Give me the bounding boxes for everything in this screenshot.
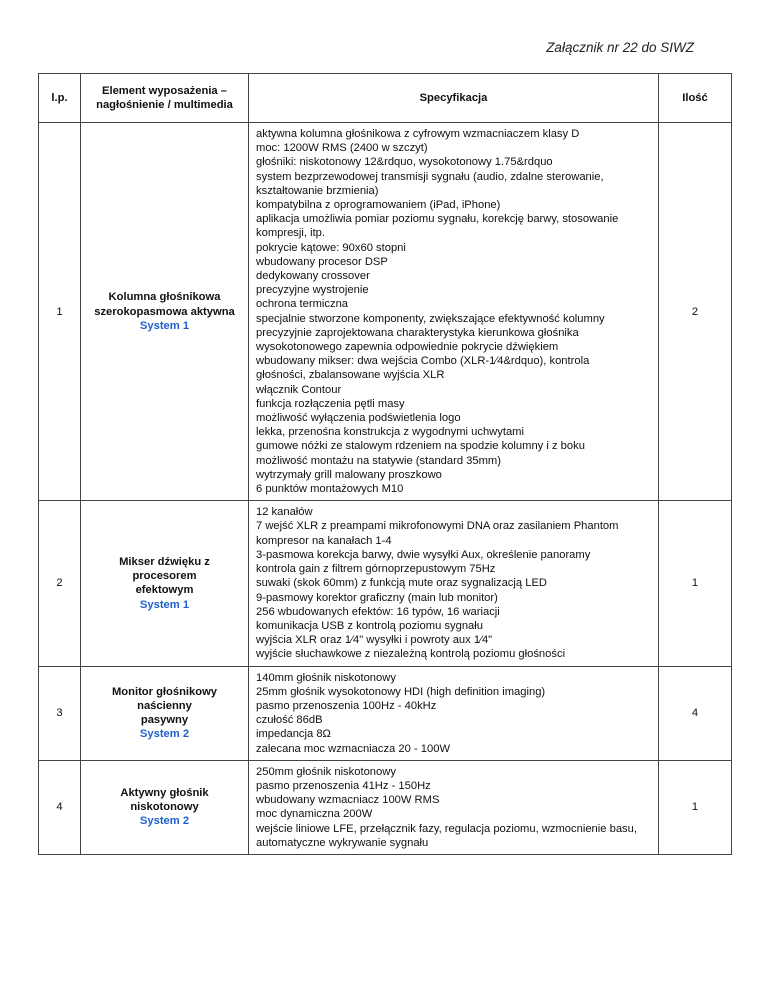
quantity: 1 [659, 501, 732, 666]
spec-line: włącznik Contour [256, 383, 342, 396]
spec-line: wbudowany wzmacniacz 100W RMS [256, 794, 440, 807]
table-row [39, 501, 732, 666]
element-name-line2: szerokopasmowa aktywna [94, 305, 235, 318]
spec-line: pasmo przenoszenia 100Hz - 40kHz [256, 699, 437, 712]
spec-line: wbudowany procesor DSP [256, 255, 388, 268]
row-number: 1 [39, 123, 81, 501]
system-label: System 1 [139, 319, 190, 332]
spec-line: dedykowany crossover [256, 270, 370, 283]
spec-line: aplikacja umożliwia pomiar poziomu sygnału, korekcję barwy, stosowanie [256, 213, 619, 226]
spec-line: pokrycie kątowe: 90x60 stopni [256, 241, 406, 254]
spec-line: 6 punktów montażowych M10 [256, 483, 404, 496]
spec-line: ochrona termiczna [256, 298, 349, 311]
spec-line: zalecana moc wzmacniacza 20 - 100W [256, 742, 451, 755]
spec-line: czułość 86dB [256, 714, 323, 727]
table-row [39, 760, 732, 854]
specification-cell [249, 666, 659, 760]
element-name-line2: pasywny [140, 714, 189, 727]
spec-line: 140mm głośnik niskotonowy [256, 671, 396, 684]
spec-line: możliwość montażu na statywie (standard 35mm) [256, 454, 501, 467]
spec-line: precyzyjne wystrojenie [256, 284, 369, 297]
spec-line: wyjścia XLR oraz 1⁄4" wysyłki i powroty aux 1⁄4" [256, 634, 493, 647]
header-element [81, 74, 249, 123]
row-number: 2 [39, 501, 81, 666]
quantity: 1 [659, 760, 732, 854]
spec-line: moc: 1200W RMS (2400 w szczyt) [256, 142, 428, 155]
spec-line: wytrzymały grill malowany proszkowo [256, 468, 442, 481]
element-name-line2: efektowym [135, 584, 194, 597]
spec-line: 25mm głośnik wysokotonowy HDI (high definition imaging) [256, 685, 546, 698]
spec-line: aktywna kolumna głośnikowa z cyfrowym wzmacniaczem klasy D [256, 128, 580, 140]
row-number: 3 [39, 666, 81, 760]
spec-line: kształtowanie brzmienia) [256, 184, 379, 197]
specification-cell [249, 501, 659, 666]
spec-line: komunikacja USB z kontrolą poziomu sygnału [256, 619, 483, 632]
system-label: System 1 [139, 598, 190, 611]
header-element-line1: Element wyposażenia – [102, 84, 227, 97]
spec-line: możliwość wyłączenia podświetlenia logo [256, 412, 461, 425]
spec-line: lekka, przenośna konstrukcja z wygodnymi uchwytami [256, 426, 524, 439]
spec-line: 12 kanałów [256, 506, 313, 519]
element-name-cell [81, 501, 249, 666]
spec-line: impedancja 8Ω [256, 728, 331, 741]
spec-line: wysokotonowego zapewnia odpowiednie pokrycie dźwiękiem [256, 341, 559, 354]
element-name-cell [81, 760, 249, 854]
table-header-row [39, 74, 732, 123]
header-lp: l.p. [39, 74, 81, 123]
spec-line: głośności, zbalansowane wyjścia XLR [256, 369, 445, 382]
table-row [39, 123, 732, 501]
element-name-line1: Mikser dźwięku z procesorem [119, 555, 210, 583]
spec-line: suwaki (skok 60mm) z funkcją mute oraz sygnalizacją LED [256, 577, 547, 590]
table-row [39, 666, 732, 760]
specification-cell [249, 123, 659, 501]
quantity: 2 [659, 123, 732, 501]
spec-line: wbudowany mikser: dwa wejścia Combo (XLR-1⁄4&rdquo), kontrola [256, 355, 590, 368]
spec-line: automatyczne wykrywanie sygnału [256, 836, 429, 849]
spec-line: precyzyjnie zaprojektowana charakterystyka kierunkowa głośnika [256, 326, 579, 339]
spec-line: kompresji, itp. [256, 227, 326, 240]
equipment-table [38, 73, 732, 855]
system-label: System 2 [139, 728, 190, 741]
header-spec: Specyfikacja [249, 74, 659, 123]
element-name-line1: Aktywny głośnik niskotonowy [120, 787, 209, 814]
header-element-line2: nagłośnienie / multimedia [96, 99, 233, 111]
annex-title: Załącznik nr 22 do SIWZ [546, 40, 694, 55]
element-name-cell [81, 123, 249, 501]
element-name-line1: Kolumna głośnikowa [108, 291, 221, 304]
spec-line: specjalnie stworzone komponenty, zwiększające efektywność kolumny [256, 312, 605, 325]
spec-line: system bezprzewodowej transmisji sygnału (audio, zdalne sterowanie, [256, 170, 604, 183]
spec-line: kompresor na kanałach 1-4 [256, 534, 392, 547]
header-qty: Ilość [659, 74, 732, 123]
spec-line: gumowe nóżki ze stalowym rdzeniem na spodzie kolumny i z boku [256, 440, 585, 453]
row-number: 4 [39, 760, 81, 854]
spec-line: wejście liniowe LFE, przełącznik fazy, regulacja poziomu, wzmocnienie basu, [256, 822, 637, 835]
spec-line: wyjście słuchawkowe z niezależną kontrolą poziomu głośności [256, 648, 566, 661]
spec-line: funkcja rozłączenia pętli masy [256, 397, 405, 410]
spec-line: kontrola gain z filtrem górnoprzepustowym 75Hz [256, 563, 496, 576]
spec-line: 250mm głośnik niskotonowy [256, 765, 396, 778]
spec-line: 7 wejść XLR z preampami mikrofonowymi DNA oraz zasilaniem Phantom [256, 520, 619, 533]
spec-line: 9-pasmowy korektor graficzny (main lub monitor) [256, 591, 498, 604]
element-name-cell [81, 666, 249, 760]
spec-line: głośniki: niskotonowy 12&rdquo, wysokotonowy 1.75&rdquo [256, 156, 553, 169]
quantity: 4 [659, 666, 732, 760]
spec-line: 256 wbudowanych efektów: 16 typów, 16 wariacji [256, 605, 500, 618]
specification-cell [249, 760, 659, 854]
spec-line: 3-pasmowa korekcja barwy, dwie wysyłki Aux, określenie panoramy [256, 548, 591, 561]
element-name-line1: Monitor głośnikowy naścienny [111, 685, 218, 712]
spec-line: kompatybilna z oprogramowaniem (iPad, iPhone) [256, 199, 501, 212]
spec-line: moc dynamiczna 200W [256, 808, 373, 821]
system-label: System 2 [139, 815, 190, 828]
spec-line: pasmo przenoszenia 41Hz - 150Hz [256, 779, 431, 792]
